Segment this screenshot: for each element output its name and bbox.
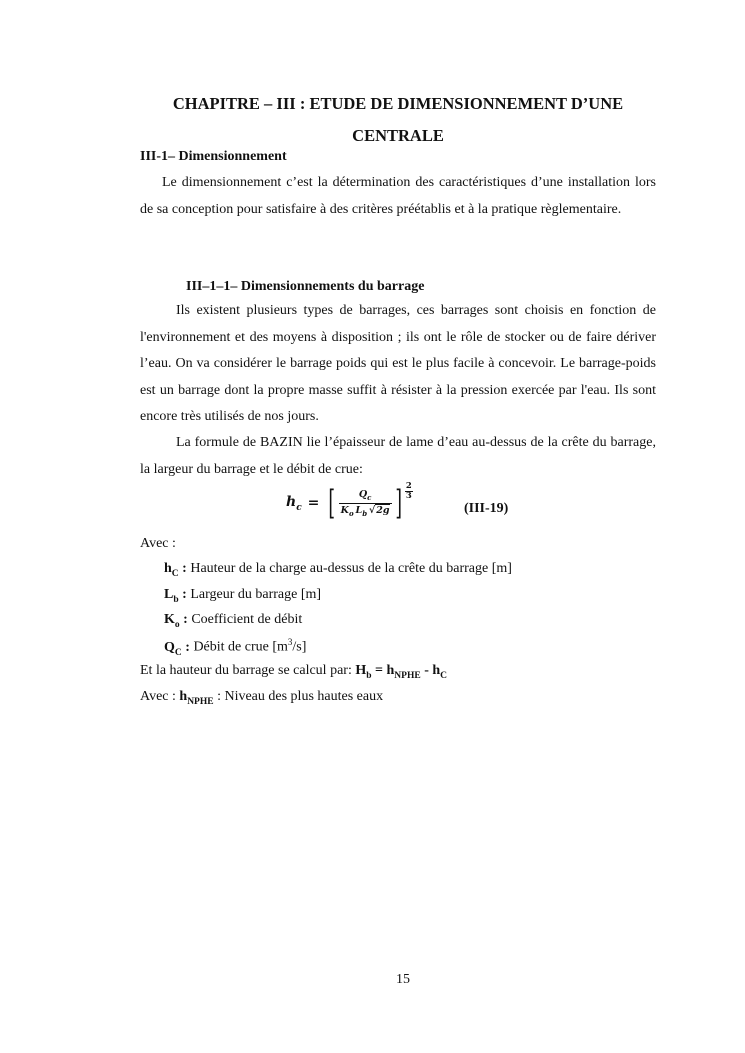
section-heading: III-1– Dimensionnement <box>140 149 287 164</box>
subsection-heading: III–1–1– Dimensionnements du barrage <box>186 279 425 294</box>
avec-label: Avec : <box>140 536 176 551</box>
variable-lb: $L_b$ : Largeur du barrage [m] <box>164 587 322 605</box>
formula-bracket <box>325 481 412 523</box>
formula-fraction <box>339 489 392 518</box>
subsection-paragraph-2: La formule de BAZIN lie l’épaisseur de lame d’eau au-dessus de la crête du barrage, la largeur du barrage et le débit de crue: <box>140 435 656 477</box>
formula-denominator: $K_o$ $L_b$ √2g <box>340 504 390 518</box>
equation-number: (III-19) <box>464 501 509 516</box>
chapter-title: CHAPITRE – III : ETUDE DE DIMENSIONNEMENT D’UNE CENTRALE <box>172 94 624 145</box>
bazin-formula <box>286 481 412 523</box>
formula-lhs: $h_c$ <box>286 493 302 513</box>
page-number: 15 <box>396 972 410 987</box>
nphe-definition: Avec : $h_{NPHE}$ : Niveau des plus hautes eaux <box>140 689 384 707</box>
variable-hc: $h_C$ : Hauteur de la charge au-dessus de la crête du barrage [m] <box>164 561 512 579</box>
formula-equals: = <box>307 495 320 511</box>
right-bracket: ] <box>394 483 402 523</box>
formula-exponent: 2 3 <box>405 481 412 501</box>
section-intro: Le dimensionnement c’est la détermination des caractéristiques d’une installation lors de sa conception pour satisfaire à des critères préétablis et à la pratique règlementaire. <box>140 175 656 217</box>
subsection-paragraph-1: Ils existent plusieurs types de barrages, ces barrages sont choisis en fonction de l'environnement et des moyens à disposition ; ils ont le rôle de stocker ou de faire dériver l’eau. On va considérer le barrage poids qui est le plus facile à concevoir. Le barrage-poids est un barrage dont la propre masse suffit à résister à la pression exercée par l'eau. Ils sont encore très utilisés de nos jours. <box>140 303 656 424</box>
left-bracket: [ <box>328 483 336 523</box>
variable-qc: $Q_C$ : Débit de crue $[m^3/s]$ <box>164 637 307 658</box>
height-formula-line: Et la hauteur du barrage se calcul par: $H_b = h_{NPHE} - h_C$ <box>140 663 448 681</box>
variable-ko: $K_o$ : Coefficient de débit <box>164 612 303 630</box>
formula-numerator: $Q_c$ <box>358 488 372 502</box>
